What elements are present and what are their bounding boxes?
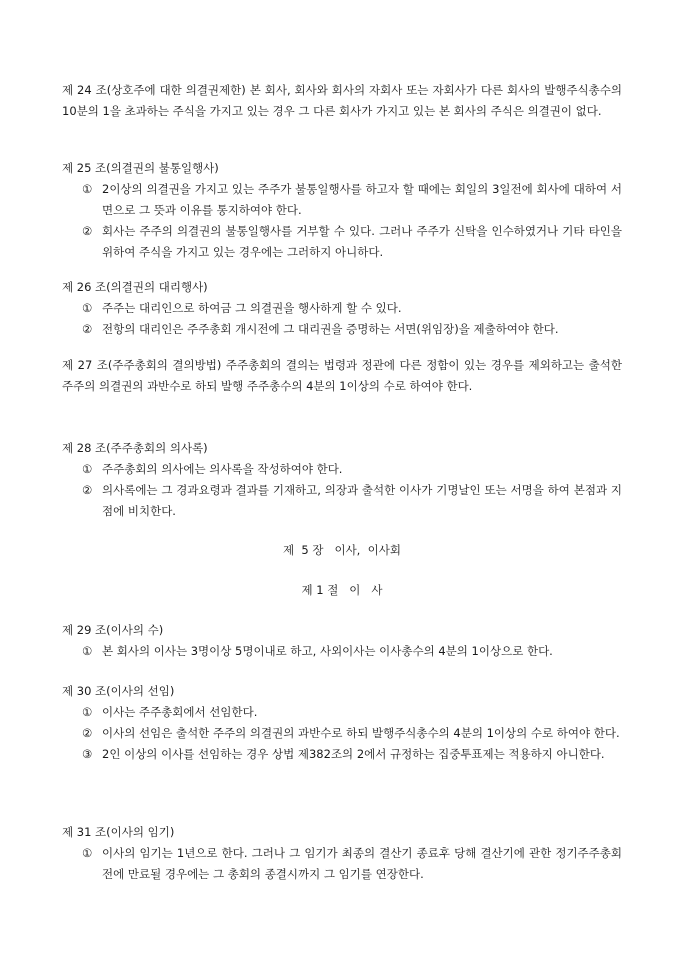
article-30-item-3: [62, 744, 622, 765]
chapter-heading: 제 5 장 이사, 이사회: [283, 543, 401, 557]
article-25-item-2: [62, 221, 622, 263]
item-text: 이사의 임기는 1년으로 한다. 그러나 그 임기가 최종의 결산기 종료후 당해 결산기에 관한 정기주주총회전에 만료될 경우에는 그 총회의 종결시까지 그 임기를 연장한다.: [102, 846, 622, 881]
article-24-title: 제 24 조(상호주에 대한 의결권제한): [62, 83, 246, 97]
item-number: ③: [82, 747, 93, 761]
article-28-item-1: [62, 459, 622, 480]
article-27-body: 주주총회의 결의는 법령과 정관에 다른 정함이 있는 경우를 제외하고는 출석한 주주의 의결권의 과반수로 하되 발행 주주총수의 4분의 1이상의 수로 하여야 한다.: [62, 358, 622, 393]
item-text: 2인 이상의 이사를 선임하는 경우 상법 제382조의 2에서 규정하는 집중투표제는 적용하지 아니한다.: [102, 747, 605, 761]
article-25-item-1: [62, 179, 622, 221]
item-number: ①: [82, 182, 93, 196]
article-28-item-2: [62, 480, 622, 522]
article-30: [62, 681, 622, 765]
article-26: [62, 277, 622, 340]
article-24-body: 본 회사, 회사와 회사의 자회사 또는 자회사가 다른 회사의 발행주식총수의 10분의 1을 초과하는 주식을 가지고 있는 경우 그 다른 회사가 가지고 있는 본 회사의 주식은 의결권이 없다.: [62, 83, 622, 118]
article-30-title: 제 30 조(이사의 선임): [62, 684, 175, 698]
article-28-title: 제 28 조(주주총회의 의사록): [62, 441, 208, 455]
item-number: ①: [82, 846, 93, 860]
item-text: 회사는 주주의 의결권의 불통일행사를 거부할 수 있다. 그러나 주주가 신탁을 인수하였거나 기타 타인을 위하여 주식을 가지고 있는 경우에는 그러하지 아니하다.: [102, 224, 622, 259]
item-number: ②: [82, 224, 93, 238]
article-26-item-1: [62, 298, 622, 319]
article-31: [62, 822, 622, 885]
article-30-item-1: [62, 702, 622, 723]
article-25: [62, 158, 622, 263]
item-text: 이사는 주주총회에서 선임한다.: [102, 705, 258, 719]
article-27: [62, 355, 622, 397]
item-number: ②: [82, 726, 93, 740]
section-heading: 제 1 절 이 사: [301, 583, 383, 597]
article-26-title: 제 26 조(의결권의 대리행사): [62, 280, 208, 294]
item-text: 이사의 선임은 출석한 주주의 의결권의 과반수로 하되 발행주식총수의 4분의 1이상의 수로 하여야 한다.: [102, 726, 620, 740]
item-number: ①: [82, 301, 93, 315]
article-28: [62, 438, 622, 522]
article-24: [62, 80, 622, 122]
item-text: 전항의 대리인은 주주총회 개시전에 그 대리권을 증명하는 서면(위임장)을 제출하여야 한다.: [102, 322, 559, 336]
item-text: 주주총회의 의사에는 의사록을 작성하여야 한다.: [102, 462, 343, 476]
article-29-title: 제 29 조(이사의 수): [62, 623, 164, 637]
item-text: 본 회사의 이사는 3명이상 5명이내로 하고, 사외이사는 이사총수의 4분의 1이상으로 한다.: [102, 644, 553, 658]
article-26-item-2: [62, 319, 622, 340]
item-number: ②: [82, 322, 93, 336]
item-number: ②: [82, 483, 93, 497]
article-27-text: [62, 355, 622, 397]
article-31-item-1: [62, 843, 622, 885]
item-number: ①: [82, 644, 93, 658]
item-number: ①: [82, 705, 93, 719]
article-24-text: [62, 80, 622, 122]
article-31-title: 제 31 조(이사의 임기): [62, 825, 175, 839]
item-text: 의사록에는 그 경과요령과 결과를 기재하고, 의장과 출석한 이사가 기명날인 또는 서명을 하여 본점과 지점에 비치한다.: [102, 483, 622, 518]
article-25-title: 제 25 조(의결권의 불통일행사): [62, 161, 219, 175]
article-29-item-1: [62, 641, 622, 662]
article-30-item-2: [62, 723, 622, 744]
article-27-title: 제 27 조(주주총회의 결의방법): [62, 358, 222, 372]
item-number: ①: [82, 462, 93, 476]
article-29: [62, 620, 622, 662]
item-text: 주주는 대리인으로 하여금 그 의결권을 행사하게 할 수 있다.: [102, 301, 402, 315]
item-text: 2이상의 의결권을 가지고 있는 주주가 불통일행사를 하고자 할 때에는 회일의 3일전에 회사에 대하여 서면으로 그 뜻과 이유를 통지하여야 한다.: [102, 182, 622, 217]
